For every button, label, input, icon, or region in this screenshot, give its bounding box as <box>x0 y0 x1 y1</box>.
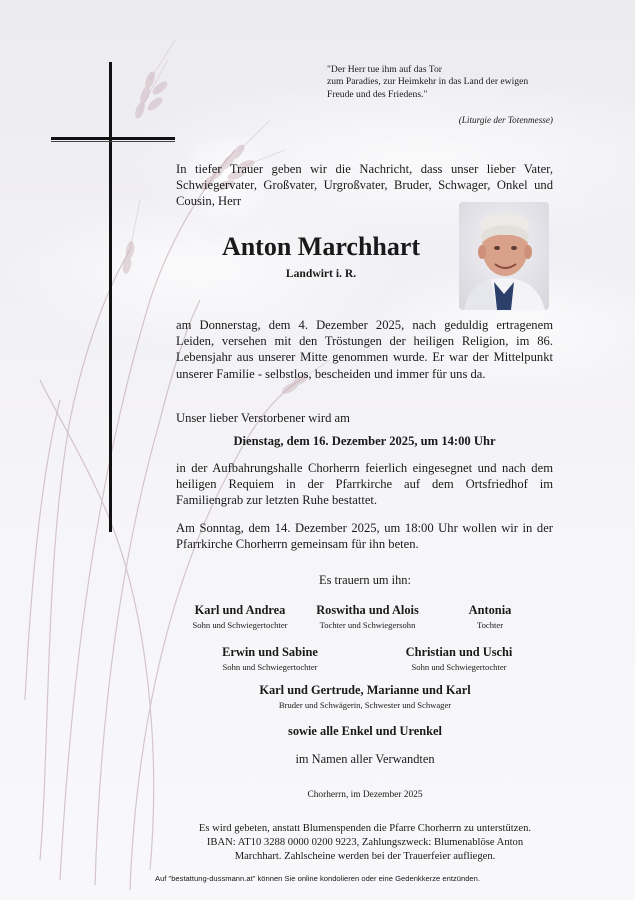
donation-line: Es wird gebeten, anstatt Blumenspenden die Pfarre Chorherrn zu unterstützen. <box>198 823 532 834</box>
mourner-roswitha-alois <box>300 603 435 630</box>
death-notice-paragraph: am Donnerstag, dem 4. Dezember 2025, nach geduldig ertragenem Leiden, versehen mit den Tröstungen der heiligen Religion, im 86. Lebensjahr aus unserer Mitte genommen wurde. Er war der Mittelpunkt unserer Familie - selbstlos, bescheiden und immer für uns da. <box>176 318 553 381</box>
deceased-title: Landwirt i. R. <box>285 267 357 280</box>
cross-horizontal-bar <box>51 137 175 140</box>
bible-quote <box>327 64 567 101</box>
mourner-relation: Bruder und Schwägerin, Schwester und Schwager <box>278 700 452 710</box>
mourner-relation: Tochter <box>476 620 504 630</box>
mourner-relation: Sohn und Schwiegertochter <box>222 662 318 672</box>
mourner-names: Karl und Gertrude, Marianne und Karl <box>259 683 471 697</box>
mourner-names: Karl und Andrea <box>194 603 286 617</box>
quote-line: Freude und des Friedens." <box>327 88 428 100</box>
funeral-paragraph: in der Aufbahrungshalle Chorherrn feierlich eingesegnet und nach dem heiligen Requiem in der Pfarrkirche auf dem Ortsfriedhof im Familiengrab zur letzten Ruhe bestattet. <box>176 461 553 508</box>
deceased-portrait <box>459 202 549 310</box>
quote-source: (Liturgie der Totenmesse) <box>458 115 553 125</box>
mourner-relation: Sohn und Schwiegertochter <box>411 662 507 672</box>
mourner-karl-andrea <box>170 603 310 630</box>
grandchildren-line: sowie alle Enkel und Urenkel <box>288 724 442 738</box>
quote-line: zum Paradies, zur Heimkehr in das Land der ewigen <box>327 76 529 88</box>
cross-horizontal-shadow <box>51 141 175 142</box>
prayer-paragraph: Am Sonntag, dem 14. Dezember 2025, um 18:00 Uhr wollen wir in der Pfarrkirche Chorherrn gemeinsam für ihn beten. <box>176 521 553 552</box>
donation-notice <box>150 822 580 863</box>
cross-vertical-bar <box>109 62 112 532</box>
intro-paragraph: In tiefer Trauer geben wir die Nachricht, dass unser lieber Vater, Schwiegervater, Großvater, Urgroßvater, Bruder, Schwager, Onkel und Cousin, Herr <box>176 162 553 209</box>
relatives-line: im Namen aller Verwandten <box>295 752 435 766</box>
footer-note: Auf "bestattung-dussmann.at" können Sie online kondolieren oder eine Gedenkkerze entzünden. <box>155 874 480 883</box>
quote-line: "Der Herr tue ihm auf das Tor <box>327 64 442 75</box>
mourners-heading: Es trauern um ihn: <box>319 573 411 587</box>
funeral-intro: Unser lieber Verstorbener wird am <box>176 411 350 425</box>
donation-line: Marchhart. Zahlscheine werden bei der Trauerfeier aufliegen. <box>234 850 496 862</box>
mourner-erwin-sabine <box>200 645 340 672</box>
funeral-date: Dienstag, dem 16. Dezember 2025, um 14:00 Uhr <box>233 434 496 448</box>
place-date: Chorherrn, im Dezember 2025 <box>307 790 423 800</box>
mourner-names: Christian und Uschi <box>405 645 513 659</box>
mourner-names: Antonia <box>468 603 512 617</box>
donation-line: IBAN: AT10 3288 0000 0200 9223, Zahlungszweck: Blumenablöse Anton <box>206 836 524 848</box>
mourner-antonia <box>440 603 540 630</box>
mourner-siblings <box>200 683 530 710</box>
mourner-relation: Sohn und Schwiegertochter <box>192 620 288 630</box>
mourner-christian-uschi <box>388 645 530 672</box>
mourner-relation: Tochter und Schwiegersohn <box>319 620 416 630</box>
mourner-names: Roswitha und Alois <box>316 603 419 617</box>
deceased-name: Anton Marchhart <box>221 232 421 261</box>
mourner-names: Erwin und Sabine <box>222 645 318 659</box>
